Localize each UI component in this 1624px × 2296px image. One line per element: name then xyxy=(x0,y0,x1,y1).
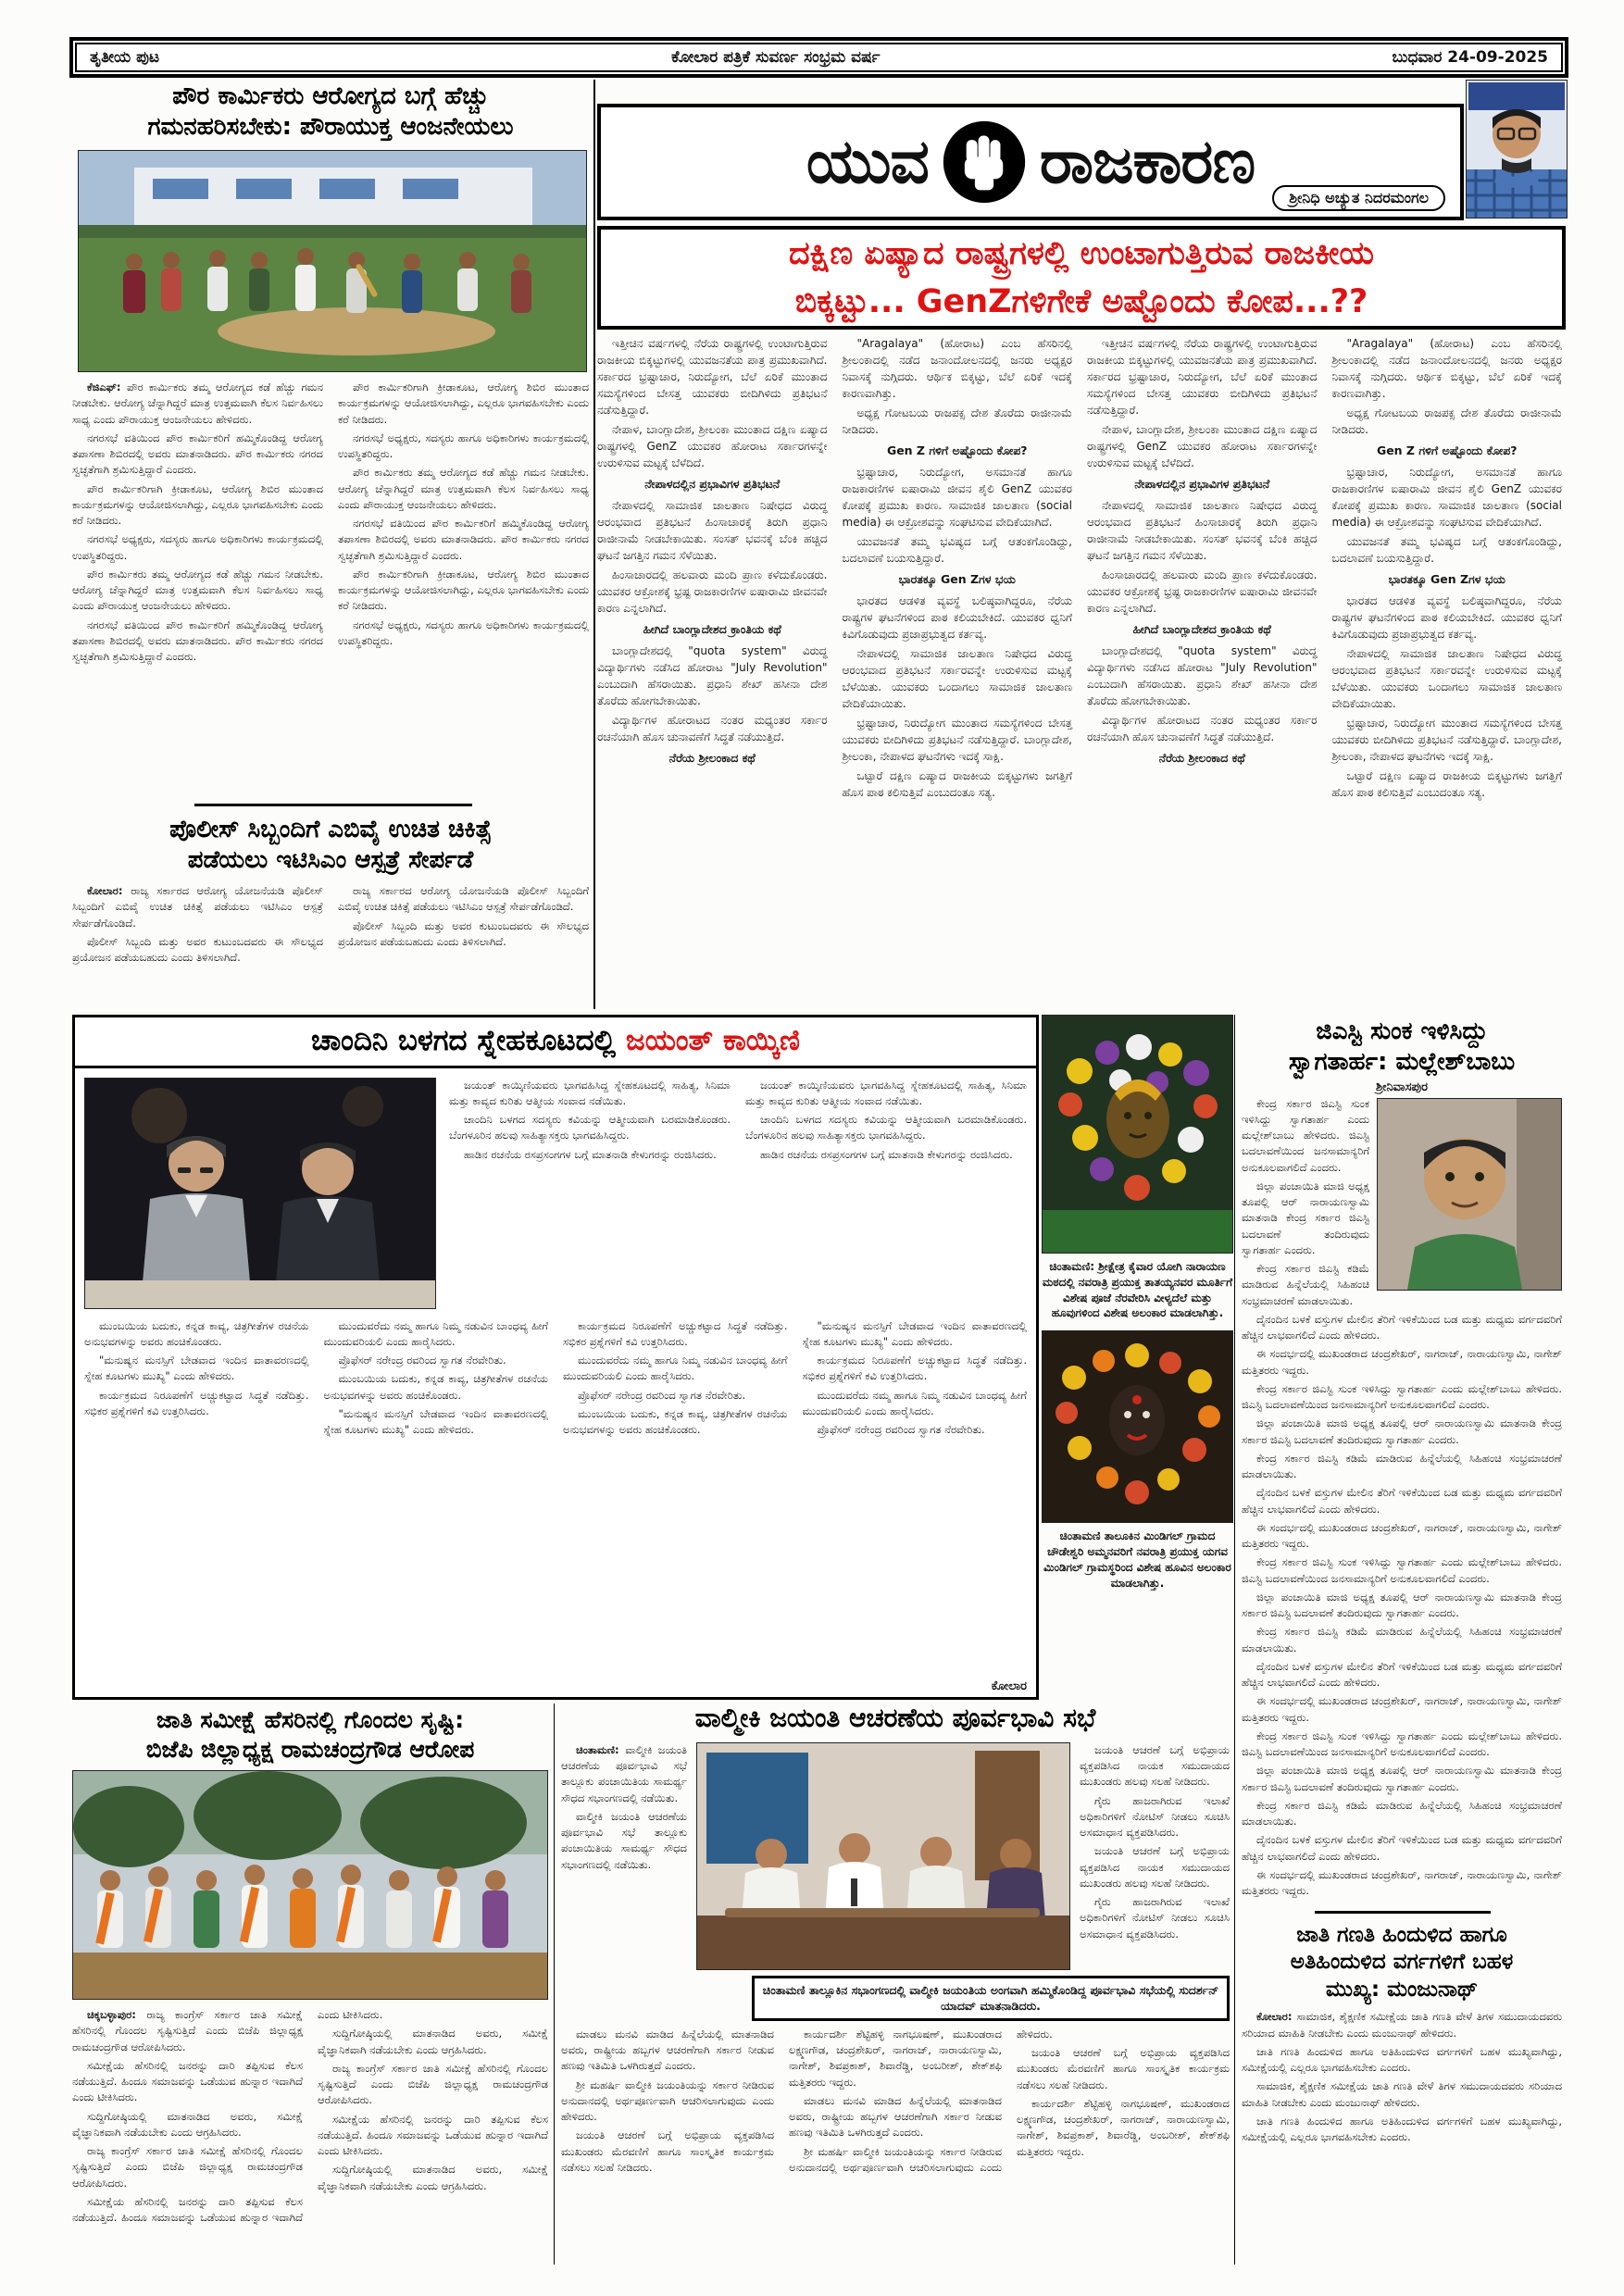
body-paragraph: ಜಿಲ್ಲಾ ಪಂಚಾಯಿತಿ ಮಾಜಿ ಅಧ್ಯಕ್ಷ ತೂಪಲ್ಲಿ ಆರ್ ನಾರಾಯಣಸ್ವಾಮಿ ಮಾತನಾಡಿ ಕೇಂದ್ರ ಸರ್ಕಾರ ಜಿಎಸ್ಟಿ ಬದಲಾವಣೆ ತಂದಿರುವುದು ಸ್ವಾಗತಾರ್ಹ ಎಂದರು. xyxy=(1242,1179,1369,1256)
body-paragraph: ನೇಪಾಳದಲ್ಲಿ ಸಾಮಾಜಿಕ ಜಾಲತಾಣ ನಿಷೇಧದ ವಿರುದ್ಧ ಆರಂಭವಾದ ಪ್ರತಿಭಟನೆ ಸರ್ಕಾರವನ್ನೇ ಉರುಳಿಸುವ ಮಟ್ಟಕ್ಕೆ ಬೆಳೆಯಿತು. ಯುವಕರು ಒಂದಾಗಲು ಸಾಮಾಜಿಕ ಜಾಲತಾಣ ವೇದಿಕೆಯಾಯಿತು. xyxy=(842,646,1072,710)
body-paragraph: ನೇಪಾಳದಲ್ಲಿ ಸಾಮಾಜಿಕ ಜಾಲತಾಣ ನಿಷೇಧದ ವಿರುದ್ಧ ಆರಂಭವಾದ ಪ್ರತಿಭಟನೆ ಸರ್ಕಾರವನ್ನೇ ಉರುಳಿಸುವ ಮಟ್ಟಕ್ಕೆ ಬೆಳೆಯಿತು. ಯುವಕರು ಒಂದಾಗಲು ಸಾಮಾಜಿಕ ಜಾಲತಾಣ ವೇದಿಕೆಯಾಯಿತು. xyxy=(1331,646,1562,710)
chandini-body-side xyxy=(449,1078,1027,1307)
body-paragraph: ಯುವಜನತೆ ತಮ್ಮ ಭವಿಷ್ಯದ ಬಗ್ಗೆ ಆತಂಕಗೊಂಡಿದ್ದು, ಬದಲಾವಣೆ ಬಯಸುತ್ತಿದ್ದಾರೆ. xyxy=(842,534,1072,565)
body-paragraph: ಮಾಡಲು ಮನವಿ ಮಾಡಿದ ಹಿನ್ನೆಲೆಯಲ್ಲಿ ಮಾತನಾಡಿದ ಅವರು, ರಾಷ್ಟ್ರೀಯ ಹಬ್ಬಗಳ ಆಚರಣೆಗಾಗಿ ಸರ್ಕಾರ ನೀಡುವ ಹಣವು ಇತಿಮಿತಿ ಒಳಗಿರುತ್ತದೆ ಎಂದರು. xyxy=(789,2093,1002,2140)
body-paragraph: ಭ್ರಷ್ಟಾಚಾರ, ನಿರುದ್ಯೋಗ, ಅಸಮಾನತೆ ಹಾಗೂ ರಾಜಕಾರಣಿಗಳ ಐಷಾರಾಮಿ ಜೀವನ ಶೈಲಿ GenZ ಯುವಕರ ಕೋಪಕ್ಕೆ ಪ್ರಮುಖ ಕಾರಣ. ಸಾಮಾಜಿಕ ಜಾಲತಾಣ (social media) ಈ ಆಕ್ರೋಶವನ್ನು ಸಂಘಟಿಸುವ ವೇದಿಕೆಯಾಗಿದೆ. xyxy=(842,465,1072,529)
gst-article xyxy=(1242,1017,1562,1898)
body-paragraph: ಹಿಂಸಾಚಾರದಲ್ಲಿ ಹಲವಾರು ಮಂದಿ ಪ್ರಾಣ ಕಳೆದುಕೊಂಡರು. ಯುವಕರ ಆಕ್ರೋಶಕ್ಕೆ ಭ್ರಷ್ಟ ರಾಜಕಾರಣಿಗಳ ಐಷಾರಾಮಿ ಜೀವನವೇ ಕಾರಣ ಎನ್ನಲಾಗಿದೆ. xyxy=(1087,568,1318,615)
body-paragraph: ಸುದ್ದಿಗೋಷ್ಠಿಯಲ್ಲಿ ಮಾತನಾಡಿದ ಅವರು, ಸಮೀಕ್ಷೆ ವೈಜ್ಞಾನಿಕವಾಗಿ ನಡೆಯಬೇಕು ಎಂದು ಆಗ್ರಹಿಸಿದರು. xyxy=(318,2027,548,2056)
body-paragraph: ದೈನಂದಿನ ಬಳಕೆ ವಸ್ತುಗಳ ಮೇಲಿನ ತೆರಿಗೆ ಇಳಿಕೆಯಿಂದ ಬಡ ಮತ್ತು ಮಧ್ಯಮ ವರ್ಗದವರಿಗೆ ಹೆಚ್ಚಿನ ಲಾಭವಾಗಲಿದೆ ಎಂದು ಹೇಳಿದರು. xyxy=(1242,1486,1562,1516)
body-paragraph: ಭಾರತದ ಆಡಳಿತ ವ್ಯವಸ್ಥೆ ಬಲಿಷ್ಠವಾಗಿದ್ದರೂ, ನೆರೆಯ ರಾಷ್ಟ್ರಗಳ ಘಟನೆಗಳಿಂದ ಪಾಠ ಕಲಿಯಬೇಕಿದೆ. ಯುವಕರ ಧ್ವನಿಗೆ ಕಿವಿಗೊಡುವುದು ಪ್ರಜಾಪ್ರಭುತ್ವದ ಕರ್ತವ್ಯ. xyxy=(1331,593,1562,641)
body-paragraph: "Aragalaya" (ಹೋರಾಟ) ಎಂಬ ಹೆಸರಿನಲ್ಲಿ ಶ್ರೀಲಂಕಾದಲ್ಲಿ ನಡೆದ ಜನಾಂದೋಲನದಲ್ಲಿ ಜನರು ಅಧ್ಯಕ್ಷರ ನಿವಾಸಕ್ಕೆ ನುಗ್ಗಿದರು. ಆರ್ಥಿಕ ಬಿಕ್ಕಟ್ಟು, ಬೆಲೆ ಏರಿಕೆ ಇದಕ್ಕೆ ಕಾರಣವಾಗಿತ್ತು. xyxy=(842,337,1072,400)
body-paragraph: ನಗರಸಭೆ ವತಿಯಿಂದ ಪೌರ ಕಾರ್ಮಿಕರಿಗೆ ಹಮ್ಮಿಕೊಂಡಿದ್ದ ಆರೋಗ್ಯ ತಪಾಸಣಾ ಶಿಬಿರದಲ್ಲಿ ಅವರು ಮಾತನಾಡಿದರು. ಪೌರ ಕಾರ್ಮಿಕರು ನಗರದ ಸ್ವಚ್ಛತೆಗಾಗಿ ಶ್ರಮಿಸುತ್ತಿದ್ದಾರೆ ಎಂದರು. xyxy=(72,430,323,477)
chandini-article xyxy=(72,1015,1039,1700)
body-paragraph: ಪೌರ ಕಾರ್ಮಿಕರು ತಮ್ಮ ಆರೋಗ್ಯದ ಕಡೆ ಹೆಚ್ಚು ಗಮನ ನೀಡಬೇಕು. ಆರೋಗ್ಯ ಚೆನ್ನಾಗಿದ್ದರೆ ಮಾತ್ರ ಉತ್ತಮವಾಗಿ ಕೆಲಸ ನಿರ್ವಹಿಸಲು ಸಾಧ್ಯ ಎಂದು ಪೌರಾಯುಕ್ತ ಆಂಜನೇಯಲು ಹೇಳಿದರು. xyxy=(338,466,589,511)
body-paragraph: ಜಯಂತಿ ಆಚರಣೆ ಬಗ್ಗೆ ಅಭಿಪ್ರಾಯ ವ್ಯಕ್ತಪಡಿಸಿದ ನಾಯಕ ಸಮುದಾಯದ ಮುಖಂಡರು ಹಲವು ಸಲಹೆ ನೀಡಿದರು. xyxy=(1080,1742,1230,1789)
body-paragraph: ಪ್ರೊಫೆಸರ್ ನರೇಂದ್ರ ರವರಿಂದ ಸ್ವಾಗತ ನೆರವೇರಿತು. xyxy=(338,1354,506,1367)
body-paragraph: ದೈನಂದಿನ ಬಳಕೆ ವಸ್ತುಗಳ ಮೇಲಿನ ತೆರಿಗೆ ಇಳಿಕೆಯಿಂದ ಬಡ ಮತ್ತು ಮಧ್ಯಮ ವರ್ಗದವರಿಗೆ ಹೆಚ್ಚಿನ ಲಾಭವಾಗಲಿದೆ ಎಂದು ಹೇಳಿದರು. xyxy=(1242,1833,1562,1863)
body-paragraph: ಪೌರ ಕಾರ್ಮಿಕರು ತಮ್ಮ ಆರೋಗ್ಯದ ಕಡೆ ಹೆಚ್ಚು ಗಮನ ನೀಡಬೇಕು. ಆರೋಗ್ಯ ಚೆನ್ನಾಗಿದ್ದರೆ ಮಾತ್ರ ಉತ್ತಮವಾಗಿ ಕೆಲಸ ನಿರ್ವಹಿಸಲು ಸಾಧ್ಯ ಎಂದು ಪೌರಾಯುಕ್ತ ಆಂಜನೇಯಲು ಹೇಳಿದರು. xyxy=(72,567,323,613)
body-paragraph: ನಗರಸಭೆ ವತಿಯಿಂದ ಪೌರ ಕಾರ್ಮಿಕರಿಗೆ ಹಮ್ಮಿಕೊಂಡಿದ್ದ ಆರೋಗ್ಯ ತಪಾಸಣಾ ಶಿಬಿರದಲ್ಲಿ ಅವರು ಮಾತನಾಡಿದರು. ಪೌರ ಕಾರ್ಮಿಕರು ನಗರದ ಸ್ವಚ್ಛತೆಗಾಗಿ ಶ್ರಮಿಸುತ್ತಿದ್ದಾರೆ ಎಂದರು. xyxy=(72,618,323,663)
body-paragraph: ನೇಪಾಳದಲ್ಲಿ ಸಾಮಾಜಿಕ ಜಾಲತಾಣ ನಿಷೇಧದ ವಿರುದ್ಧ ಆರಂಭವಾದ ಪ್ರತಿಭಟನೆ ಹಿಂಸಾಚಾರಕ್ಕೆ ತಿರುಗಿ ಪ್ರಧಾನಿ ರಾಜೀನಾಮೆ ನೀಡಬೇಕಾಯಿತು. ಸಂಸತ್ ಭವನಕ್ಕೆ ಬೆಂಕಿ ಹಚ್ಚಿದ ಘಟನೆ ಜಗತ್ತಿನ ಗಮನ ಸೆಳೆಯಿತು. xyxy=(1087,498,1318,562)
body-paragraph: ಹಾಡಿನ ರಚನೆಯ ರಸಪ್ರಸಂಗಗಳ ಬಗ್ಗೆ ಮಾತನಾಡಿ ಕೇಳುಗರನ್ನು ರಂಜಿಸಿದರು. xyxy=(760,1147,1013,1161)
body-paragraph: ಜಯಂತಿ ಆಚರಣೆ ಬಗ್ಗೆ ಅಭಿಪ್ರಾಯ ವ್ಯಕ್ತಪಡಿಸಿದ ನಾಯಕ ಸಮುದಾಯದ ಮುಖಂಡರು ಹಲವು ಸಲಹೆ ನೀಡಿದರು. xyxy=(1080,1844,1230,1890)
civic-body xyxy=(72,380,589,798)
body-paragraph: ನಗರಸಭೆ ಅಧ್ಯಕ್ಷರು, ಸದಸ್ಯರು ಹಾಗೂ ಅಧಿಕಾರಿಗಳು ಕಾರ್ಯಕ್ರಮದಲ್ಲಿ ಉಪಸ್ಥಿತರಿದ್ದರು. xyxy=(338,618,589,647)
masthead xyxy=(597,104,1464,220)
body-paragraph: ಈ ಸಂದರ್ಭದಲ್ಲಿ ಮುಖಂಡರಾದ ಚಂದ್ರಶೇಖರ್, ನಾಗರಾಜ್, ನಾರಾಯಣಸ್ವಾಮಿ, ನಾಗೇಶ್ ಮತ್ತಿತರರು ಇದ್ದರು. xyxy=(1242,1694,1562,1724)
lead-headline-line2: ಬಿಕ್ಕಟ್ಟು... GenZಗಳಿಗೇಕೆ ಅಷ್ಟೊಂದು ಕೋಪ...?? xyxy=(794,283,1368,320)
body-paragraph: ಅಧ್ಯಕ್ಷ ಗೋಟಬಯ ರಾಜಪಕ್ಸ ದೇಶ ತೊರೆದು ರಾಜೀನಾಮೆ ನೀಡಿದರು. xyxy=(1331,406,1562,436)
body-paragraph: "ಮನುಷ್ಯನ ಮನಸ್ಸಿಗೆ ಬೇಡವಾದ ಇಂದಿನ ವಾತಾವರಣದಲ್ಲಿ ಸ್ನೇಹ ಕೂಟಗಳು ಮುಖ್ಯ" ಎಂದು ಹೇಳಿದರು. xyxy=(802,1318,1027,1348)
body-paragraph: ದೈನಂದಿನ ಬಳಕೆ ವಸ್ತುಗಳ ಮೇಲಿನ ತೆರಿಗೆ ಇಳಿಕೆಯಿಂದ ಬಡ ಮತ್ತು ಮಧ್ಯಮ ವರ್ಗದವರಿಗೆ ಹೆಚ್ಚಿನ ಲಾಭವಾಗಲಿದೆ ಎಂದು ಹೇಳಿದರು. xyxy=(1242,1659,1562,1690)
body-paragraph: ಜಿಲ್ಲಾ ಪಂಚಾಯಿತಿ ಮಾಜಿ ಅಧ್ಯಕ್ಷ ತೂಪಲ್ಲಿ ಆರ್ ನಾರಾಯಣಸ್ವಾಮಿ ಮಾತನಾಡಿ ಕೇಂದ್ರ ಸರ್ಕಾರ ಜಿಎಸ್ಟಿ ಬದಲಾವಣೆ ತಂದಿರುವುದು ಸ್ವಾಗತಾರ್ಹ ಎಂದರು. xyxy=(1242,1416,1562,1446)
body-paragraph: ಜಯಂತಿ ಆಚರಣೆ ಬಗ್ಗೆ ಅಭಿಪ್ರಾಯ ವ್ಯಕ್ತಪಡಿಸಿದ ಮುಖಂಡರು ಮೆರವಣಿಗೆ ಹಾಗೂ ಸಾಂಸ್ಕೃತಿಕ ಕಾರ್ಯಕ್ರಮ ನಡೆಸಲು ಸಲಹೆ ನೀಡಿದರು. xyxy=(1017,2046,1230,2091)
body-paragraph: ನಗರಸಭೆ ವತಿಯಿಂದ ಪೌರ ಕಾರ್ಮಿಕರಿಗೆ ಹಮ್ಮಿಕೊಂಡಿದ್ದ ಆರೋಗ್ಯ ತಪಾಸಣಾ ಶಿಬಿರದಲ್ಲಿ ಅವರು ಮಾತನಾಡಿದರು. ಪೌರ ಕಾರ್ಮಿಕರು ನಗರದ ಸ್ವಚ್ಛತೆಗಾಗಿ ಶ್ರಮಿಸುತ್ತಿದ್ದಾರೆ ಎಂದರು. xyxy=(338,517,589,562)
lead-headline-line1: ದಕ್ಷಿಣ ಏಷ್ಯಾದ ರಾಷ್ಟ್ರಗಳಲ್ಲಿ ಉಂಟಾಗುತ್ತಿರುವ ರಾಜಕೀಯ xyxy=(788,234,1375,272)
body-subhead: ಭಾರತಕ್ಕೂ Gen Zಗಳ ಭಯ xyxy=(1388,571,1505,586)
divider-above-police xyxy=(194,804,472,806)
divider-above-manjunath xyxy=(1315,1911,1491,1914)
body-paragraph: ಕಾರ್ಯಕ್ರಮದ ನಿರೂಪಣೆಗೆ ಅಚ್ಚುಕಟ್ಟಾದ ಸಿದ್ಧತೆ ನಡೆದಿತ್ತು. ಸಭಿಕರ ಪ್ರಶ್ನೆಗಳಿಗೆ ಕವಿ ಉತ್ತರಿಸಿದರು. xyxy=(802,1354,1027,1383)
body-paragraph: ಜಾತಿ ಗಣತಿ ಹಿಂದುಳಿದ ಹಾಗೂ ಅತಿಹಿಂದುಳಿದ ವರ್ಗಗಳಿಗೆ ಬಹಳ ಮುಖ್ಯವಾಗಿದ್ದು, ಸಮೀಕ್ಷೆಯಲ್ಲಿ ಎಲ್ಲರೂ ಭಾಗವಹಿಸಬೇಕು ಎಂದರು. xyxy=(1242,2044,1562,2075)
body-paragraph: ಬಾಂಗ್ಲಾದೇಶದಲ್ಲಿ "quota system" ವಿರುದ್ಧ ವಿದ್ಯಾರ್ಥಿಗಳು ನಡೆಸಿದ ಹೋರಾಟ "July Revolution" ಎಂಬುದಾಗಿ ಹೆಸರಾಯಿತು. ಪ್ರಧಾನಿ ಶೇಖ್ ಹಸೀನಾ ದೇಶ ತೊರೆದು ಹೋಗಬೇಕಾಯಿತು. xyxy=(597,643,828,707)
photo-mallesh-babu xyxy=(1377,1098,1562,1291)
photo-bjp-press-meet xyxy=(72,1770,548,2000)
divider-vertical-top xyxy=(593,80,595,1009)
body-paragraph: ಮುಂದುವರೆದು ನಮ್ಮ ಹಾಗೂ ನಿಮ್ಮ ನಡುವಿನ ಬಾಂಧವ್ಯ ಹೀಗೆ ಮುಂದುವರಿಯಲಿ ಎಂದು ಹಾರೈಸಿದರು. xyxy=(802,1388,1027,1417)
body-paragraph: ಭ್ರಷ್ಟಾಚಾರ, ನಿರುದ್ಯೋಗ, ಅಸಮಾನತೆ ಹಾಗೂ ರಾಜಕಾರಣಿಗಳ ಐಷಾರಾಮಿ ಜೀವನ ಶೈಲಿ GenZ ಯುವಕರ ಕೋಪಕ್ಕೆ ಪ್ರಮುಖ ಕಾರಣ. ಸಾಮಾಜಿಕ ಜಾಲತಾಣ (social media) ಈ ಆಕ್ರೋಶವನ್ನು ಸಂಘಟಿಸುವ ವೇದಿಕೆಯಾಗಿದೆ. xyxy=(1331,465,1562,529)
lead-body xyxy=(597,335,1562,1007)
body-paragraph: ಕಾರ್ಯಕ್ರಮದ ನಿರೂಪಣೆಗೆ ಅಚ್ಚುಕಟ್ಟಾದ ಸಿದ್ಧತೆ ನಡೆದಿತ್ತು. ಸಭಿಕರ ಪ್ರಶ್ನೆಗಳಿಗೆ ಕವಿ ಉತ್ತರಿಸಿದರು. xyxy=(84,1388,309,1417)
body-paragraph: ಅಧ್ಯಕ್ಷ ಗೋಟಬಯ ರಾಜಪಕ್ಸ ದೇಶ ತೊರೆದು ರಾಜೀನಾಮೆ ನೀಡಿದರು. xyxy=(842,406,1072,436)
body-paragraph: ಜಾತಿ ಗಣತಿ ಹಿಂದುಳಿದ ಹಾಗೂ ಅತಿಹಿಂದುಳಿದ ವರ್ಗಗಳಿಗೆ ಬಹಳ ಮುಖ್ಯವಾಗಿದ್ದು, ಸಮೀಕ್ಷೆಯಲ್ಲಿ ಎಲ್ಲರೂ ಭಾಗವಹಿಸಬೇಕು ಎಂದರು. xyxy=(1242,2114,1562,2144)
body-paragraph: ಕೇಂದ್ರ ಸರ್ಕಾರ ಜಿಎಸ್ಟಿ ಕಡಿಮೆ ಮಾಡಿರುವ ಹಿನ್ನೆಲೆಯಲ್ಲಿ ಸಿಹಿಹಂಚಿ ಸಂಭ್ರಮಾಚರಣೆ ಮಾಡಲಾಯಿತು. xyxy=(1242,1798,1562,1828)
body-subhead: Gen Z ಗಳಿಗೆ ಅಷ್ಟೊಂದು ಕೋಪ? xyxy=(1376,443,1518,457)
chandini-body-bottom xyxy=(84,1318,1027,1676)
body-paragraph: ರಾಜ್ಯ ಕಾಂಗ್ರೆಸ್ ಸರ್ಕಾರ ಜಾತಿ ಸಮೀಕ್ಷೆ ಹೆಸರಿನಲ್ಲಿ ಗೊಂದಲ ಸೃಷ್ಟಿಸುತ್ತಿದೆ ಎಂದು ಬಿಜೆಪಿ ಜಿಲ್ಲಾಧ್ಯಕ್ಷ ರಾಮಚಂದ್ರಗೌಡ ಆರೋಪಿಸಿದರು. xyxy=(318,2061,548,2107)
deity-column xyxy=(1042,1015,1233,1591)
body-paragraph: ಜಿಲ್ಲಾ ಪಂಚಾಯಿತಿ ಮಾಜಿ ಅಧ್ಯಕ್ಷ ತೂಪಲ್ಲಿ ಆರ್ ನಾರಾಯಣಸ್ವಾಮಿ ಮಾತನಾಡಿ ಕೇಂದ್ರ ಸರ್ಕಾರ ಜಿಎಸ್ಟಿ ಬದಲಾವಣೆ ತಂದಿರುವುದು ಸ್ವಾಗತಾರ್ಹ ಎಂದರು. xyxy=(1242,1590,1562,1620)
body-paragraph: ಇತ್ತೀಚಿನ ವರ್ಷಗಳಲ್ಲಿ ನೆರೆಯ ರಾಷ್ಟ್ರಗಳಲ್ಲಿ ಉಂಟಾಗುತ್ತಿರುವ ರಾಜಕೀಯ ಬಿಕ್ಕಟ್ಟುಗಳಲ್ಲಿ ಯುವಜನತೆಯ ಪಾತ್ರ ಪ್ರಮುಖವಾಗಿದೆ. ಸರ್ಕಾರದ ಭ್ರಷ್ಟಾಚಾರ, ನಿರುದ್ಯೋಗ, ಬೆಲೆ ಏರಿಕೆ ಮುಂತಾದ ಸಮಸ್ಯೆಗಳಿಂದ ಬೇಸತ್ತ ಯುವಕರು ಬೀದಿಗಿಳಿದು ಪ್ರತಿಭಟನೆ ನಡೆಸುತ್ತಿದ್ದಾರೆ. xyxy=(597,337,828,417)
body-subhead: ನೇಪಾಳದಲ್ಲಿನ ಪ್ರಭಾವಿಗಳ ಪ್ರತಿಭಟನೆ xyxy=(644,477,781,491)
body-paragraph: ಒಟ್ಟಾರೆ ದಕ್ಷಿಣ ಏಷ್ಯಾದ ರಾಜಕೀಯ ಬಿಕ್ಕಟ್ಟುಗಳು ಜಗತ್ತಿಗೆ ಹೊಸ ಪಾಠ ಕಲಿಸುತ್ತಿವೆ ಎಂಬುದಂತೂ ಸತ್ಯ. xyxy=(1331,768,1562,799)
page-header-bar xyxy=(69,37,1568,78)
body-paragraph: ಚಿಕ್ಕಬಳ್ಳಾಪುರ: ರಾಜ್ಯ ಕಾಂಗ್ರೆಸ್ ಸರ್ಕಾರ ಜಾತಿ ಸಮೀಕ್ಷೆ ಹೆಸರಿನಲ್ಲಿ ಗೊಂದಲ ಸೃಷ್ಟಿಸುತ್ತಿದೆ ಎಂದು ಬಿಜೆಪಿ ಜಿಲ್ಲಾಧ್ಯಕ್ಷ ರಾಮಚಂದ್ರಗೌಡ ಆರೋಪಿಸಿದರು. xyxy=(72,2008,304,2053)
body-paragraph: ಮುಂಬಯಿಯ ಬದುಕು, ಕನ್ನಡ ಕಾವ್ಯ, ಚಿತ್ರಗೀತೆಗಳ ರಚನೆಯ ಅನುಭವಗಳನ್ನು ಅವರು ಹಂಚಿಕೊಂಡರು. xyxy=(84,1318,309,1348)
photo-chandini-event xyxy=(84,1078,436,1309)
body-paragraph: ಗೈರು ಹಾಜರಾಗಿರುವ ಇಲಾಖೆ ಅಧಿಕಾರಿಗಳಿಗೆ ನೋಟಿಸ್ ನೀಡಲು ಸೂಚಿಸಿ ಅಸಮಾಧಾನ ವ್ಯಕ್ತಪಡಿಸಿದರು. xyxy=(1080,1895,1230,1940)
body-paragraph: ಕಾರ್ಯಕ್ರಮದ ನಿರೂಪಣೆಗೆ ಅಚ್ಚುಕಟ್ಟಾದ ಸಿದ್ಧತೆ ನಡೆದಿತ್ತು. ಸಭಿಕರ ಪ್ರಶ್ನೆಗಳಿಗೆ ಕವಿ ಉತ್ತರಿಸಿದರು. xyxy=(563,1318,788,1348)
page-number-label: ತೃತೀಯ ಪುಟ xyxy=(90,48,160,67)
body-subhead: Gen Z ಗಳಿಗೆ ಅಷ್ಟೊಂದು ಕೋಪ? xyxy=(886,443,1028,457)
divider-vertical-bottomleft xyxy=(554,1703,555,2265)
body-subhead: ನೆರೆಯ ಶ್ರೀಲಂಕಾದ ಕಥೆ xyxy=(668,750,756,765)
photo-kaivara-deity xyxy=(1042,1015,1233,1254)
body-paragraph: ಹಿಂಸಾಚಾರದಲ್ಲಿ ಹಲವಾರು ಮಂದಿ ಪ್ರಾಣ ಕಳೆದುಕೊಂಡರು. ಯುವಕರ ಆಕ್ರೋಶಕ್ಕೆ ಭ್ರಷ್ಟ ರಾಜಕಾರಣಿಗಳ ಐಷಾರಾಮಿ ಜೀವನವೇ ಕಾರಣ ಎನ್ನಲಾಗಿದೆ. xyxy=(597,568,828,615)
body-paragraph: ಕೋಲಾರ: ರಾಜ್ಯ ಸರ್ಕಾರದ ಆರೋಗ್ಯ ಯೋಜನೆಯಡಿ ಪೊಲೀಸ್ ಸಿಬ್ಬಂದಿಗೆ ಎಬಿವೈ ಉಚಿತ ಚಿಕಿತ್ಸೆ ಪಡೆಯಲು ಇಟಿಸಿಎಂ ಆಸ್ಪತ್ರೆ ಸೇರ್ಪಡೆಗೊಂಡಿದೆ. xyxy=(72,884,323,930)
valmiki-headline: ವಾಲ್ಮೀಕಿ ಜಯಂತಿ ಆಚರಣೆಯ ಪೂರ್ವಭಾವಿ ಸಭೆ xyxy=(694,1703,1096,1733)
body-paragraph: ಮಾಡಲು ಮನವಿ ಮಾಡಿದ ಹಿನ್ನೆಲೆಯಲ್ಲಿ ಮಾತನಾಡಿದ ಅವರು, ರಾಷ್ಟ್ರೀಯ ಹಬ್ಬಗಳ ಆಚರಣೆಗಾಗಿ ಸರ್ಕಾರ ನೀಡುವ ಹಣವು ಇತಿಮಿತಿ ಒಳಗಿರುತ್ತದೆ ಎಂದರು. xyxy=(561,2027,774,2073)
body-paragraph: ಸಾಮಾಜಿಕ, ಶೈಕ್ಷಣಿಕ ಸಮೀಕ್ಷೆಯ ಜಾತಿ ಗಣತಿ ವೇಳೆ ತಿಗಳ ಸಮುದಾಯದವರು ಸರಿಯಾದ ಮಾಹಿತಿ ನೀಡಬೇಕು ಎಂದು ಮಂಜುನಾಥ್ ಹೇಳಿದರು. xyxy=(1242,2079,1562,2109)
masthead-title-right: ರಾಜಕಾರಣ xyxy=(1039,125,1255,197)
police-headline: ಪೊಲೀಸ್ ಸಿಬ್ಬಂದಿಗೆ ಎಬಿವೈ ಉಚಿತ ಚಿಕಿತ್ಸೆ ಪಡೆಯಲು ಇಟಿಸಿಎಂ ಆಸ್ಪತ್ರೆ ಸೇರ್ಪಡೆ xyxy=(169,816,492,875)
body-paragraph: ದೈನಂದಿನ ಬಳಕೆ ವಸ್ತುಗಳ ಮೇಲಿನ ತೆರಿಗೆ ಇಳಿಕೆಯಿಂದ ಬಡ ಮತ್ತು ಮಧ್ಯಮ ವರ್ಗದವರಿಗೆ ಹೆಚ್ಚಿನ ಲಾಭವಾಗಲಿದೆ ಎಂದು ಹೇಳಿದರು. xyxy=(1242,1312,1562,1342)
body-paragraph: ಭಾರತದ ಆಡಳಿತ ವ್ಯವಸ್ಥೆ ಬಲಿಷ್ಠವಾಗಿದ್ದರೂ, ನೆರೆಯ ರಾಷ್ಟ್ರಗಳ ಘಟನೆಗಳಿಂದ ಪಾಠ ಕಲಿಯಬೇಕಿದೆ. ಯುವಕರ ಧ್ವನಿಗೆ ಕಿವಿಗೊಡುವುದು ಪ್ರಜಾಪ್ರಭುತ್ವದ ಕರ್ತವ್ಯ. xyxy=(842,593,1072,641)
body-paragraph: "ಮನುಷ್ಯನ ಮನಸ್ಸಿಗೆ ಬೇಡವಾದ ಇಂದಿನ ವಾತಾವರಣದಲ್ಲಿ ಸ್ನೇಹ ಕೂಟಗಳು ಮುಖ್ಯ" ಎಂದು ಹೇಳಿದರು. xyxy=(323,1406,548,1437)
body-paragraph: ಕೇಂದ್ರ ಸರ್ಕಾರ ಜಿಎಸ್ಟಿ ಕಡಿಮೆ ಮಾಡಿರುವ ಹಿನ್ನೆಲೆಯಲ್ಲಿ ಸಿಹಿಹಂಚಿ ಸಂಭ್ರಮಾಚರಣೆ ಮಾಡಲಾಯಿತು. xyxy=(1242,1451,1562,1481)
body-paragraph: ಕೇಂದ್ರ ಸರ್ಕಾರ ಜಿಎಸ್ಟಿ ಸುಂಕ ಇಳಿಸಿದ್ದು ಸ್ವಾಗತಾರ್ಹ ಎಂದು ಮಲ್ಲೇಶ್‌ಬಾಬು ಹೇಳಿದರು. ಜಿಎಸ್ಟಿ ಬದಲಾವಣೆಯಿಂದ ಜನಸಾಮಾನ್ಯರಿಗೆ ಅನುಕೂಲವಾಗಲಿದೆ ಎಂದರು. xyxy=(1242,1555,1562,1585)
lead-headline-box xyxy=(597,226,1566,330)
body-paragraph: ಪೌರ ಕಾರ್ಮಿಕರಿಗಾಗಿ ಕ್ರೀಡಾಕೂಟ, ಆರೋಗ್ಯ ಶಿಬಿರ ಮುಂತಾದ ಕಾರ್ಯಕ್ರಮಗಳನ್ನು ಆಯೋಜಿಸಲಾಗಿದ್ದು, ಎಲ್ಲರೂ ಭಾಗವಹಿಸಬೇಕು ಎಂದು ಕರೆ ನೀಡಿದರು. xyxy=(72,481,323,527)
civic-headline: ಪೌರ ಕಾರ್ಮಿಕರು ಆರೋಗ್ಯದ ಬಗ್ಗೆ ಹೆಚ್ಚು ಗಮನಹರಿಸಬೇಕು: ಪೌರಾಯುಕ್ತ ಆಂಜನೇಯಲು xyxy=(147,82,514,142)
body-paragraph: ಗೈರು ಹಾಜರಾಗಿರುವ ಇಲಾಖೆ ಅಧಿಕಾರಿಗಳಿಗೆ ನೋಟಿಸ್ ನೀಡಲು ಸೂಚಿಸಿ ಅಸಮಾಧಾನ ವ್ಯಕ್ತಪಡಿಸಿದರು. xyxy=(1080,1793,1230,1840)
body-paragraph: ಮುಂದುವರೆದು ನಮ್ಮ ಹಾಗೂ ನಿಮ್ಮ ನಡುವಿನ ಬಾಂಧವ್ಯ ಹೀಗೆ ಮುಂದುವರಿಯಲಿ ಎಂದು ಹಾರೈಸಿದರು. xyxy=(563,1354,788,1383)
chandini-headline: ಚಾಂದಿನಿ ಬಳಗದ ಸ್ನೇಹಕೂಟದಲ್ಲಿ ಜಯಂತ್ ಕಾಯ್ಕಿಣಿ xyxy=(75,1017,1036,1068)
body-paragraph: ಇತ್ತೀಚಿನ ವರ್ಷಗಳಲ್ಲಿ ನೆರೆಯ ರಾಷ್ಟ್ರಗಳಲ್ಲಿ ಉಂಟಾಗುತ್ತಿರುವ ರಾಜಕೀಯ ಬಿಕ್ಕಟ್ಟುಗಳಲ್ಲಿ ಯುವಜನತೆಯ ಪಾತ್ರ ಪ್ರಮುಖವಾಗಿದೆ. ಸರ್ಕಾರದ ಭ್ರಷ್ಟಾಚಾರ, ನಿರುದ್ಯೋಗ, ಬೆಲೆ ಏರಿಕೆ ಮುಂತಾದ ಸಮಸ್ಯೆಗಳಿಂದ ಬೇಸತ್ತ ಯುವಕರು ಬೀದಿಗಿಳಿದು ಪ್ರತಿಭಟನೆ ನಡೆಸುತ್ತಿದ್ದಾರೆ. xyxy=(1087,337,1318,417)
body-paragraph: ಸುದ್ದಿಗೋಷ್ಠಿಯಲ್ಲಿ ಮಾತನಾಡಿದ ಅವರು, ಸಮೀಕ್ಷೆ ವೈಜ್ಞಾನಿಕವಾಗಿ ನಡೆಯಬೇಕು ಎಂದು ಆಗ್ರಹಿಸಿದರು. xyxy=(72,2109,303,2139)
body-paragraph: ಕೋಲಾರ: ಸಾಮಾಜಿಕ, ಶೈಕ್ಷಣಿಕ ಸಮೀಕ್ಷೆಯ ಜಾತಿ ಗಣತಿ ವೇಳೆ ತಿಗಳ ಸಮುದಾಯದವರು ಸರಿಯಾದ ಮಾಹಿತಿ ನೀಡಬೇಕು ಎಂದು ಮಂಜುನಾಥ್ ಹೇಳಿದರು. xyxy=(1242,2010,1562,2040)
body-paragraph: ವಾಲ್ಮೀಕಿ ಜಯಂತಿ ಆಚರಣೆಯ ಪೂರ್ವಭಾವಿ ಸಭೆ ತಾಲ್ಲೂಕು ಪಂಚಾಯಿತಿಯ ಸಾಮರ್ಥ್ಯ ಸೌಧದ ಸಭಾಂಗಣದಲ್ಲಿ ನಡೆಯಿತು. xyxy=(561,1809,687,1871)
body-paragraph: ಜಯಂತಿ ಆಚರಣೆ ಬಗ್ಗೆ ಅಭಿಪ್ರಾಯ ವ್ಯಕ್ತಪಡಿಸಿದ ಮುಖಂಡರು ಮೆರವಣಿಗೆ ಹಾಗೂ ಸಾಂಸ್ಕೃತಿಕ ಕಾರ್ಯಕ್ರಮ ನಡೆಸಲು ಸಲಹೆ ನೀಡಿದರು. xyxy=(561,2128,774,2174)
bjp-headline: ಜಾತಿ ಸಮೀಕ್ಷೆ ಹೆಸರಿನಲ್ಲಿ ಗೊಂದಲ ಸೃಷ್ಟಿ: ಬಿಜೆಪಿ ಜಿಲ್ಲಾಧ್ಯಕ್ಷ ರಾಮಚಂದ್ರಗೌಡ ಆರೋಪ xyxy=(145,1706,475,1763)
body-paragraph: ಕೇಂದ್ರ ಸರ್ಕಾರ ಜಿಎಸ್ಟಿ ಸುಂಕ ಇಳಿಸಿದ್ದು ಸ್ವಾಗತಾರ್ಹ ಎಂದು ಮಲ್ಲೇಶ್‌ಬಾಬು ಹೇಳಿದರು. ಜಿಎಸ್ಟಿ ಬದಲಾವಣೆಯಿಂದ ಜನಸಾಮಾನ್ಯರಿಗೆ ಅನುಕೂಲವಾಗಲಿದೆ ಎಂದರು. xyxy=(1242,1381,1562,1412)
body-paragraph: ಕೆಜಿಎಫ್: ಪೌರ ಕಾರ್ಮಿಕರು ತಮ್ಮ ಆರೋಗ್ಯದ ಕಡೆ ಹೆಚ್ಚು ಗಮನ ನೀಡಬೇಕು. ಆರೋಗ್ಯ ಚೆನ್ನಾಗಿದ್ದರೆ ಮಾತ್ರ ಉತ್ತಮವಾಗಿ ಕೆಲಸ ನಿರ್ವಹಿಸಲು ಸಾಧ್ಯ ಎಂದು ಪೌರಾಯುಕ್ತ ಆಂಜನೇಯಲು ಹೇಳಿದರು. xyxy=(72,381,323,426)
body-paragraph: ಯುವಜನತೆ ತಮ್ಮ ಭವಿಷ್ಯದ ಬಗ್ಗೆ ಆತಂಕಗೊಂಡಿದ್ದು, ಬದಲಾವಣೆ ಬಯಸುತ್ತಿದ್ದಾರೆ. xyxy=(1331,534,1562,565)
body-paragraph: ಕಾರ್ಯದರ್ಶಿ ಶೆಟ್ಟಿಹಳ್ಳಿ ನಾಗಭೂಷಣ್, ಮುಖಂಡರಾದ ಲಕ್ಷ್ಮಣಗೌಡ, ಚಂದ್ರಶೇಖರ್, ನಾಗರಾಜ್, ನಾರಾಯಣಸ್ವಾಮಿ, ನಾಗೇಶ್, ಶಿವಪ್ರಕಾಶ್, ಶಿವಾರೆಡ್ಡಿ, ಅಂಬರೀಶ್, ಶೇಕ್‌ಶಫಿ ಮತ್ತಿತರರು ಇದ್ದರು. xyxy=(1017,2096,1230,2158)
body-paragraph: ಒಟ್ಟಾರೆ ದಕ್ಷಿಣ ಏಷ್ಯಾದ ರಾಜಕೀಯ ಬಿಕ್ಕಟ್ಟುಗಳು ಜಗತ್ತಿಗೆ ಹೊಸ ಪಾಠ ಕಲಿಸುತ್ತಿವೆ ಎಂಬುದಂತೂ ಸತ್ಯ. xyxy=(842,768,1072,799)
body-subhead: ಹೀಗಿದೆ ಬಾಂಗ್ಲಾದೇಶದ ಕ್ರಾಂತಿಯ ಕಥೆ xyxy=(643,621,781,636)
valmiki-col-left xyxy=(561,1742,687,1968)
deity-caption-2: ಚಿಂತಾಮಣಿ ತಾಲೂಕಿನ ಮಿಂಡಿಗಲ್ ಗ್ರಾಮದ ಚೌಡೇಶ್ವರಿ ಅಮ್ಮನವರಿಗೆ ನವರಾತ್ರಿ ಪ್ರಯುಕ್ತ ಯಗವ ಮಿಂಡಿಗಲ್ ಗ್ರಾಮಸ್ಥರಿಂದ ವಿಶೇಷ ಹೂವಿನ ಅಲಂಕಾರ ಮಾಡಲಾಗಿತ್ತು. xyxy=(1043,1529,1231,1590)
bjp-article xyxy=(72,1705,548,2255)
body-paragraph: ಸಮೀಕ್ಷೆಯ ಹೆಸರಿನಲ್ಲಿ ಜನರನ್ನು ದಾರಿ ತಪ್ಪಿಸುವ ಕೆಲಸ ನಡೆಯುತ್ತಿದೆ. ಹಿಂದೂ ಸಮಾಜವನ್ನು ಒಡೆಯುವ ಹುನ್ನಾರ ಇದಾಗಿದೆ ಎಂದು ಟೀಕಿಸಿದರು. xyxy=(72,2058,303,2104)
body-paragraph: ಕೇಂದ್ರ ಸರ್ಕಾರ ಜಿಎಸ್ಟಿ ಕಡಿಮೆ ಮಾಡಿರುವ ಹಿನ್ನೆಲೆಯಲ್ಲಿ ಸಿಹಿಹಂಚಿ ಸಂಭ್ರಮಾಚರಣೆ ಮಾಡಲಾಯಿತು. xyxy=(1242,1262,1369,1307)
body-paragraph: ಪ್ರೊಫೆಸರ್ ನರೇಂದ್ರ ರವರಿಂದ ಸ್ವಾಗತ ನೆರವೇರಿತು. xyxy=(817,1423,985,1437)
body-paragraph: ವಿದ್ಯಾರ್ಥಿಗಳ ಹೋರಾಟದ ನಂತರ ಮಧ್ಯಂತರ ಸರ್ಕಾರ ರಚನೆಯಾಗಿ ಹೊಸ ಚುನಾವಣೆಗೆ ಸಿದ್ಧತೆ ನಡೆಯುತ್ತಿದೆ. xyxy=(597,713,828,743)
body-paragraph: ಮುಂಬಯಿಯ ಬದುಕು, ಕನ್ನಡ ಕಾವ್ಯ, ಚಿತ್ರಗೀತೆಗಳ ರಚನೆಯ ಅನುಭವಗಳನ್ನು ಅವರು ಹಂಚಿಕೊಂಡರು. xyxy=(323,1372,548,1402)
body-paragraph: ರಾಜ್ಯ ಕಾಂಗ್ರೆಸ್ ಸರ್ಕಾರ ಜಾತಿ ಸಮೀಕ್ಷೆ ಹೆಸರಿನಲ್ಲಿ ಗೊಂದಲ ಸೃಷ್ಟಿಸುತ್ತಿದೆ ಎಂದು ಬಿಜೆಪಿ ಜಿಲ್ಲಾಧ್ಯಕ್ಷ ರಾಮಚಂದ್ರಗೌಡ ಆರೋಪಿಸಿದರು. xyxy=(72,2144,303,2190)
body-paragraph: ನಗರಸಭೆ ಅಧ್ಯಕ್ಷರು, ಸದಸ್ಯರು ಹಾಗೂ ಅಧಿಕಾರಿಗಳು ಕಾರ್ಯಕ್ರಮದಲ್ಲಿ ಉಪಸ್ಥಿತರಿದ್ದರು. xyxy=(338,430,589,460)
body-paragraph: ಸುದ್ದಿಗೋಷ್ಠಿಯಲ್ಲಿ ಮಾತನಾಡಿದ ಅವರು, ಸಮೀಕ್ಷೆ ವೈಜ್ಞಾನಿಕವಾಗಿ ನಡೆಯಬೇಕು ಎಂದು ಆಗ್ರಹಿಸಿದರು. xyxy=(318,2163,548,2192)
masthead-title-left: ಯುವ xyxy=(806,125,929,197)
fist-icon xyxy=(942,119,1027,205)
body-paragraph: ಭ್ರಷ್ಟಾಚಾರ, ನಿರುದ್ಯೋಗ ಮುಂತಾದ ಸಮಸ್ಯೆಗಳಿಂದ ಬೇಸತ್ತ ಯುವಕರು ಬೀದಿಗಿಳಿದು ಪ್ರತಿಭಟನೆ ನಡೆಸುತ್ತಿದ್ದಾರೆ. ಬಾಂಗ್ಲಾದೇಶ, ಶ್ರೀಲಂಕಾ, ನೇಪಾಳದ ಘಟನೆಗಳು ಇದಕ್ಕೆ ಸಾಕ್ಷಿ. xyxy=(842,716,1072,763)
body-paragraph: "ಮನುಷ್ಯನ ಮನಸ್ಸಿಗೆ ಬೇಡವಾದ ಇಂದಿನ ವಾತಾವರಣದಲ್ಲಿ ಸ್ನೇಹ ಕೂಟಗಳು ಮುಖ್ಯ" ಎಂದು ಹೇಳಿದರು. xyxy=(84,1354,309,1383)
columnist-photo xyxy=(1466,80,1568,218)
chandini-credit: ಕೋಲಾರ xyxy=(991,1678,1027,1693)
gst-body-wrap xyxy=(1242,1096,1562,1898)
body-paragraph: ಪ್ರೊಫೆಸರ್ ನರೇಂದ್ರ ರವರಿಂದ ಸ್ವಾಗತ ನೆರವೇರಿತು. xyxy=(578,1388,746,1402)
manjunath-headline: ಜಾತಿ ಗಣತಿ ಹಿಂದುಳಿದ ಹಾಗೂ ಅತಿಹಿಂದುಳಿದ ವರ್ಗಗಳಿಗೆ ಬಹಳ ಮುಖ್ಯ: ಮಂಜುನಾಥ್ xyxy=(1290,1923,1514,2002)
body-paragraph: ಕೇಂದ್ರ ಸರ್ಕಾರ ಜಿಎಸ್ಟಿ ಸುಂಕ ಇಳಿಸಿದ್ದು ಸ್ವಾಗತಾರ್ಹ ಎಂದು ಮಲ್ಲೇಶ್‌ಬಾಬು ಹೇಳಿದರು. ಜಿಎಸ್ಟಿ ಬದಲಾವಣೆಯಿಂದ ಜನಸಾಮಾನ್ಯರಿಗೆ ಅನುಕೂಲವಾಗಲಿದೆ ಎಂದರು. xyxy=(1242,1096,1369,1174)
date-label: ಬುಧವಾರ 24-09-2025 xyxy=(1392,48,1548,67)
photo-valmiki-meeting xyxy=(696,1742,1070,1970)
body-paragraph: ಮುಂಬಯಿಯ ಬದುಕು, ಕನ್ನಡ ಕಾವ್ಯ, ಚಿತ್ರಗೀತೆಗಳ ರಚನೆಯ ಅನುಭವಗಳನ್ನು ಅವರು ಹಂಚಿಕೊಂಡರು. xyxy=(563,1406,788,1437)
body-paragraph: ಜಿಲ್ಲಾ ಪಂಚಾಯಿತಿ ಮಾಜಿ ಅಧ್ಯಕ್ಷ ತೂಪಲ್ಲಿ ಆರ್ ನಾರಾಯಣಸ್ವಾಮಿ ಮಾತನಾಡಿ ಕೇಂದ್ರ ಸರ್ಕಾರ ಜಿಎಸ್ಟಿ ಬದಲಾವಣೆ ತಂದಿರುವುದು ಸ್ವಾಗತಾರ್ಹ ಎಂದರು. xyxy=(1242,1764,1562,1793)
divider-vertical-right xyxy=(1234,1015,1235,2265)
gst-headline: ಜಿಎಸ್ಟಿ ಸುಂಕ ಇಳಿಸಿದ್ದು ಸ್ವಾಗತಾರ್ಹ: ಮಲ್ಲೇಶ್‌ಬಾಬು xyxy=(1288,1017,1516,1077)
body-paragraph: ನೇಪಾಳದಲ್ಲಿ ಸಾಮಾಜಿಕ ಜಾಲತಾಣ ನಿಷೇಧದ ವಿರುದ್ಧ ಆರಂಭವಾದ ಪ್ರತಿಭಟನೆ ಹಿಂಸಾಚಾರಕ್ಕೆ ತಿರುಗಿ ಪ್ರಧಾನಿ ರಾಜೀನಾಮೆ ನೀಡಬೇಕಾಯಿತು. ಸಂಸತ್ ಭವನಕ್ಕೆ ಬೆಂಕಿ ಹಚ್ಚಿದ ಘಟನೆ ಜಗತ್ತಿನ ಗಮನ ಸೆಳೆಯಿತು. xyxy=(597,498,828,562)
valmiki-article xyxy=(561,1702,1230,2223)
body-paragraph: ಶ್ರೀ ಮಹರ್ಷಿ ವಾಲ್ಮೀಕಿ ಜಯಂತಿಯನ್ನು ಸರ್ಕಾರ ನೀಡಿರುವ ಅನುದಾನದಲ್ಲಿ ಅರ್ಥಪೂರ್ಣವಾಗಿ ಆಚರಿಸಲಾಗುವುದು ಎಂದು ಹೇಳಿದರು. xyxy=(789,2027,1053,2174)
gst-dateline: ಶ್ರೀನಿವಾಸಪುರ xyxy=(1376,1079,1428,1094)
body-paragraph: ಈ ಸಂದರ್ಭದಲ್ಲಿ ಮುಖಂಡರಾದ ಚಂದ್ರಶೇಖರ್, ನಾಗರಾಜ್, ನಾರಾಯಣಸ್ವಾಮಿ, ನಾಗೇಶ್ ಮತ್ತಿತರರು ಇದ್ದರು. xyxy=(1242,1347,1562,1377)
deity-caption-1: ಚಿಂತಾಮಣಿ: ಶ್ರೀಕ್ಷೇತ್ರ ಕೈವಾರ ಯೋಗಿ ನಾರಾಯಣ ಮಠದಲ್ಲಿ ನವರಾತ್ರಿ ಪ್ರಯುಕ್ತ ತಾತಯ್ಯನವರ ಮೂರ್ತಿಗೆ ವಿಶೇಷ ಪೂಜೆ ನೆರವೇರಿಸಿ ವೀಳ್ಯದೆಲೆ ಮತ್ತು ಹೂವುಗಳಿಂದ ವಿಶೇಷ ಅಲಂಕಾರ ಮಾಡಲಾಗಿತ್ತು. xyxy=(1042,1260,1233,1320)
body-paragraph: ಬಾಂಗ್ಲಾದೇಶದಲ್ಲಿ "quota system" ವಿರುದ್ಧ ವಿದ್ಯಾರ್ಥಿಗಳು ನಡೆಸಿದ ಹೋರಾಟ "July Revolution" ಎಂಬುದಾಗಿ ಹೆಸರಾಯಿತು. ಪ್ರಧಾನಿ ಶೇಖ್ ಹಸೀನಾ ದೇಶ ತೊರೆದು ಹೋಗಬೇಕಾಯಿತು. xyxy=(1087,643,1318,707)
body-paragraph: ಪೊಲೀಸ್ ಸಿಬ್ಬಂದಿ ಮತ್ತು ಅವರ ಕುಟುಂಬದವರು ಈ ಸೌಲಭ್ಯದ ಪ್ರಯೋಜನ ಪಡೆಯಬಹುದು ಎಂದು ತಿಳಿಸಲಾಗಿದೆ. xyxy=(338,918,589,948)
body-paragraph: ಚಾಂದಿನಿ ಬಳಗದ ಸದಸ್ಯರು ಕವಿಯನ್ನು ಆತ್ಮೀಯವಾಗಿ ಬರಮಾಡಿಕೊಂಡರು. ಬೆಂಗಳೂರಿನ ಹಲವು ಸಾಹಿತ್ಯಾಸಕ್ತರು ಭಾಗವಹಿಸಿದ್ದರು. xyxy=(449,1113,731,1142)
body-paragraph: ಈ ಸಂದರ್ಭದಲ್ಲಿ ಮುಖಂಡರಾದ ಚಂದ್ರಶೇಖರ್, ನಾಗರಾಜ್, ನಾರಾಯಣಸ್ವಾಮಿ, ನಾಗೇಶ್ ಮತ್ತಿತರರು ಇದ್ದರು. xyxy=(1242,1520,1562,1551)
body-paragraph: ಹಾಡಿನ ರಚನೆಯ ರಸಪ್ರಸಂಗಗಳ ಬಗ್ಗೆ ಮಾತನಾಡಿ ಕೇಳುಗರನ್ನು ರಂಜಿಸಿದರು. xyxy=(464,1147,717,1161)
body-paragraph: ಪೊಲೀಸ್ ಸಿಬ್ಬಂದಿ ಮತ್ತು ಅವರ ಕುಟುಂಬದವರು ಈ ಸೌಲಭ್ಯದ ಪ್ರಯೋಜನ ಪಡೆಯಬಹುದು ಎಂದು ತಿಳಿಸಲಾಗಿದೆ. xyxy=(72,934,323,964)
body-subhead: ನೇಪಾಳದಲ್ಲಿನ ಪ್ರಭಾವಿಗಳ ಪ್ರತಿಭಟನೆ xyxy=(1134,477,1270,491)
body-paragraph: ಭ್ರಷ್ಟಾಚಾರ, ನಿರುದ್ಯೋಗ ಮುಂತಾದ ಸಮಸ್ಯೆಗಳಿಂದ ಬೇಸತ್ತ ಯುವಕರು ಬೀದಿಗಿಳಿದು ಪ್ರತಿಭಟನೆ ನಡೆಸುತ್ತಿದ್ದಾರೆ. ಬಾಂಗ್ಲಾದೇಶ, ಶ್ರೀಲಂಕಾ, ನೇಪಾಳದ ಘಟನೆಗಳು ಇದಕ್ಕೆ ಸಾಕ್ಷಿ. xyxy=(1331,716,1562,763)
body-paragraph: ಪೌರ ಕಾರ್ಮಿಕರಿಗಾಗಿ ಕ್ರೀಡಾಕೂಟ, ಆರೋಗ್ಯ ಶಿಬಿರ ಮುಂತಾದ ಕಾರ್ಯಕ್ರಮಗಳನ್ನು ಆಯೋಜಿಸಲಾಗಿದ್ದು, ಎಲ್ಲರೂ ಭಾಗವಹಿಸಬೇಕು ಎಂದು ಕರೆ ನೀಡಿದರು. xyxy=(338,381,589,426)
bjp-body xyxy=(72,2007,548,2255)
manjunath-article xyxy=(1242,1922,1562,2242)
body-paragraph: ಜಯಂತ್ ಕಾಯ್ಕಿಣಿಯವರು ಭಾಗವಹಿಸಿದ್ದ ಸ್ನೇಹಕೂಟದಲ್ಲಿ ಸಾಹಿತ್ಯ, ಸಿನಿಮಾ ಮತ್ತು ಕಾವ್ಯದ ಕುರಿತು ಆತ್ಮೀಯ ಸಂವಾದ ನಡೆಯಿತು. xyxy=(745,1078,1027,1107)
body-paragraph: ಪೌರ ಕಾರ್ಮಿಕರಿಗಾಗಿ ಕ್ರೀಡಾಕೂಟ, ಆರೋಗ್ಯ ಶಿಬಿರ ಮುಂತಾದ ಕಾರ್ಯಕ್ರಮಗಳನ್ನು ಆಯೋಜಿಸಲಾಗಿದ್ದು, ಎಲ್ಲರೂ ಭಾಗವಹಿಸಬೇಕು ಎಂದು ಕರೆ ನೀಡಿದರು. xyxy=(338,567,589,613)
columnist-byline: ಶ್ರೀನಿಧಿ ಅಚ್ಯುತ ನಿದರಮಂಗಲ xyxy=(1272,185,1445,211)
body-paragraph: ಸಮೀಕ್ಷೆಯ ಹೆಸರಿನಲ್ಲಿ ಜನರನ್ನು ದಾರಿ ತಪ್ಪಿಸುವ ಕೆಲಸ ನಡೆಯುತ್ತಿದೆ. ಹಿಂದೂ ಸಮಾಜವನ್ನು ಒಡೆಯುವ ಹುನ್ನಾರ ಇದಾಗಿದೆ ಎಂದು ಟೀಕಿಸಿದರು. xyxy=(72,2008,383,2224)
body-paragraph: ಶ್ರೀ ಮಹರ್ಷಿ ವಾಲ್ಮೀಕಿ ಜಯಂತಿಯನ್ನು ಸರ್ಕಾರ ನೀಡಿರುವ ಅನುದಾನದಲ್ಲಿ ಅರ್ಥಪೂರ್ಣವಾಗಿ ಆಚರಿಸಲಾಗುವುದು ಎಂದು ಹೇಳಿದರು. xyxy=(561,2078,774,2124)
body-paragraph: ಸಮೀಕ್ಷೆಯ ಹೆಸರಿನಲ್ಲಿ ಜನರನ್ನು ದಾರಿ ತಪ್ಪಿಸುವ ಕೆಲಸ ನಡೆಯುತ್ತಿದೆ. ಹಿಂದೂ ಸಮಾಜವನ್ನು ಒಡೆಯುವ ಹುನ್ನಾರ ಇದಾಗಿದೆ ಎಂದು ಟೀಕಿಸಿದರು. xyxy=(318,2112,548,2157)
valmiki-photo-caption: ಚಿಂತಾಮಣಿ ತಾಲ್ಲೂಕಿನ ಸಭಾಂಗಣದಲ್ಲಿ ವಾಲ್ಮೀಕಿ ಜಯಂತಿಯ ಅಂಗವಾಗಿ ಹಮ್ಮಿಕೊಂಡಿದ್ದ ಪೂರ್ವಭಾವಿ ಸಭೆಯಲ್ಲಿ ಸುದರ್ಶನ್ ಯಾದವ್ ಮಾತನಾಡಿದರು. xyxy=(752,1976,1230,2021)
body-paragraph: ಕೇಂದ್ರ ಸರ್ಕಾರ ಜಿಎಸ್ಟಿ ಸುಂಕ ಇಳಿಸಿದ್ದು ಸ್ವಾಗತಾರ್ಹ ಎಂದು ಮಲ್ಲೇಶ್‌ಬಾಬು ಹೇಳಿದರು. ಜಿಎಸ್ಟಿ ಬದಲಾವಣೆಯಿಂದ ಜನಸಾಮಾನ್ಯರಿಗೆ ಅನುಕೂಲವಾಗಲಿದೆ ಎಂದರು. xyxy=(1242,1728,1562,1759)
body-subhead: ಭಾರತಕ್ಕೂ Gen Zಗಳ ಭಯ xyxy=(898,571,1016,586)
edition-label: ಕೋಲಾರ ಪತ್ರಿಕೆ ಸುವರ್ಣ ಸಂಭ್ರಮ ವರ್ಷ xyxy=(671,48,881,67)
body-paragraph: ಕಾರ್ಯದರ್ಶಿ ಶೆಟ್ಟಿಹಳ್ಳಿ ನಾಗಭೂಷಣ್, ಮುಖಂಡರಾದ ಲಕ್ಷ್ಮಣಗೌಡ, ಚಂದ್ರಶೇಖರ್, ನಾಗರಾಜ್, ನಾರಾಯಣಸ್ವಾಮಿ, ನಾಗೇಶ್, ಶಿವಪ್ರಕಾಶ್, ಶಿವಾರೆಡ್ಡಿ, ಅಂಬರೀಶ್, ಶೇಕ್‌ಶಫಿ ಮತ್ತಿತರರು ಇದ್ದರು. xyxy=(789,2027,1002,2089)
photo-choudeshwari-deity xyxy=(1042,1330,1233,1523)
body-paragraph: ಚಾಂದಿನಿ ಬಳಗದ ಸದಸ್ಯರು ಕವಿಯನ್ನು ಆತ್ಮೀಯವಾಗಿ ಬರಮಾಡಿಕೊಂಡರು. ಬೆಂಗಳೂರಿನ ಹಲವು ಸಾಹಿತ್ಯಾಸಕ್ತರು ಭಾಗವಹಿಸಿದ್ದರು. xyxy=(745,1113,1027,1142)
body-paragraph: ರಾಜ್ಯ ಸರ್ಕಾರದ ಆರೋಗ್ಯ ಯೋಜನೆಯಡಿ ಪೊಲೀಸ್ ಸಿಬ್ಬಂದಿಗೆ ಎಬಿವೈ ಉಚಿತ ಚಿಕಿತ್ಸೆ ಪಡೆಯಲು ಇಟಿಸಿಎಂ ಆಸ್ಪತ್ರೆ ಸೇರ್ಪಡೆಗೊಂಡಿದೆ. xyxy=(338,884,589,914)
body-subhead: ನೆರೆಯ ಶ್ರೀಲಂಕಾದ ಕಥೆ xyxy=(1158,750,1245,765)
body-paragraph: ನಗರಸಭೆ ಅಧ್ಯಕ್ಷರು, ಸದಸ್ಯರು ಹಾಗೂ ಅಧಿಕಾರಿಗಳು ಕಾರ್ಯಕ್ರಮದಲ್ಲಿ ಉಪಸ್ಥಿತರಿದ್ದರು. xyxy=(72,532,323,562)
body-paragraph: ವಿದ್ಯಾರ್ಥಿಗಳ ಹೋರಾಟದ ನಂತರ ಮಧ್ಯಂತರ ಸರ್ಕಾರ ರಚನೆಯಾಗಿ ಹೊಸ ಚುನಾವಣೆಗೆ ಸಿದ್ಧತೆ ನಡೆಯುತ್ತಿದೆ. xyxy=(1087,713,1318,743)
body-paragraph: ಜಯಂತ್ ಕಾಯ್ಕಿಣಿಯವರು ಭಾಗವಹಿಸಿದ್ದ ಸ್ನೇಹಕೂಟದಲ್ಲಿ ಸಾಹಿತ್ಯ, ಸಿನಿಮಾ ಮತ್ತು ಕಾವ್ಯದ ಕುರಿತು ಆತ್ಮೀಯ ಸಂವಾದ ನಡೆಯಿತು. xyxy=(449,1078,731,1107)
body-paragraph: ನೇಪಾಳ, ಬಾಂಗ್ಲಾದೇಶ, ಶ್ರೀಲಂಕಾ ಮುಂತಾದ ದಕ್ಷಿಣ ಏಷ್ಯಾದ ರಾಷ್ಟ್ರಗಳಲ್ಲಿ GenZ ಯುವಕರ ಹೋರಾಟ ಸರ್ಕಾರಗಳನ್ನೇ ಉರುಳಿಸುವ ಮಟ್ಟಕ್ಕೆ ಬೆಳೆದಿದೆ. xyxy=(597,423,828,469)
valmiki-body xyxy=(561,2027,1230,2223)
body-paragraph: ಈ ಸಂದರ್ಭದಲ್ಲಿ ಮುಖಂಡರಾದ ಚಂದ್ರಶೇಖರ್, ನಾಗರಾಜ್, ನಾರಾಯಣಸ್ವಾಮಿ, ನಾಗೇಶ್ ಮತ್ತಿತರರು ಇದ್ದರು. xyxy=(1242,1867,1562,1898)
body-paragraph: ಕೇಂದ್ರ ಸರ್ಕಾರ ಜಿಎಸ್ಟಿ ಕಡಿಮೆ ಮಾಡಿರುವ ಹಿನ್ನೆಲೆಯಲ್ಲಿ ಸಿಹಿಹಂಚಿ ಸಂಭ್ರಮಾಚರಣೆ ಮಾಡಲಾಯಿತು. xyxy=(1242,1625,1562,1654)
body-paragraph: ಮುಂದುವರೆದು ನಮ್ಮ ಹಾಗೂ ನಿಮ್ಮ ನಡುವಿನ ಬಾಂಧವ್ಯ ಹೀಗೆ ಮುಂದುವರಿಯಲಿ ಎಂದು ಹಾರೈಸಿದರು. xyxy=(323,1318,548,1348)
photo-civic-workers-cricket xyxy=(78,150,587,372)
body-subhead: ಹೀಗಿದೆ ಬಾಂಗ್ಲಾದೇಶದ ಕ್ರಾಂತಿಯ ಕಥೆ xyxy=(1132,621,1271,636)
police-body xyxy=(72,883,589,1007)
body-paragraph: ಚಿಂತಾಮಣಿ: ವಾಲ್ಮೀಕಿ ಜಯಂತಿ ಆಚರಣೆಯ ಪೂರ್ವಭಾವಿ ಸಭೆ ತಾಲ್ಲೂಕು ಪಂಚಾಯಿತಿಯ ಸಾಮರ್ಥ್ಯ ಸೌಧದ ಸಭಾಂಗಣದಲ್ಲಿ ನಡೆಯಿತು. xyxy=(561,1742,687,1804)
body-paragraph: ನೇಪಾಳ, ಬಾಂಗ್ಲಾದೇಶ, ಶ್ರೀಲಂಕಾ ಮುಂತಾದ ದಕ್ಷಿಣ ಏಷ್ಯಾದ ರಾಷ್ಟ್ರಗಳಲ್ಲಿ GenZ ಯುವಕರ ಹೋರಾಟ ಸರ್ಕಾರಗಳನ್ನೇ ಉರುಳಿಸುವ ಮಟ್ಟಕ್ಕೆ ಬೆಳೆದಿದೆ. xyxy=(1087,423,1318,469)
body-paragraph: "Aragalaya" (ಹೋರಾಟ) ಎಂಬ ಹೆಸರಿನಲ್ಲಿ ಶ್ರೀಲಂಕಾದಲ್ಲಿ ನಡೆದ ಜನಾಂದೋಲನದಲ್ಲಿ ಜನರು ಅಧ್ಯಕ್ಷರ ನಿವಾಸಕ್ಕೆ ನುಗ್ಗಿದರು. ಆರ್ಥಿಕ ಬಿಕ್ಕಟ್ಟು, ಬೆಲೆ ಏರಿಕೆ ಇದಕ್ಕೆ ಕಾರಣವಾಗಿತ್ತು. xyxy=(1331,337,1562,400)
valmiki-col-right xyxy=(1080,1742,1230,1968)
manjunath-body xyxy=(1242,2009,1562,2242)
